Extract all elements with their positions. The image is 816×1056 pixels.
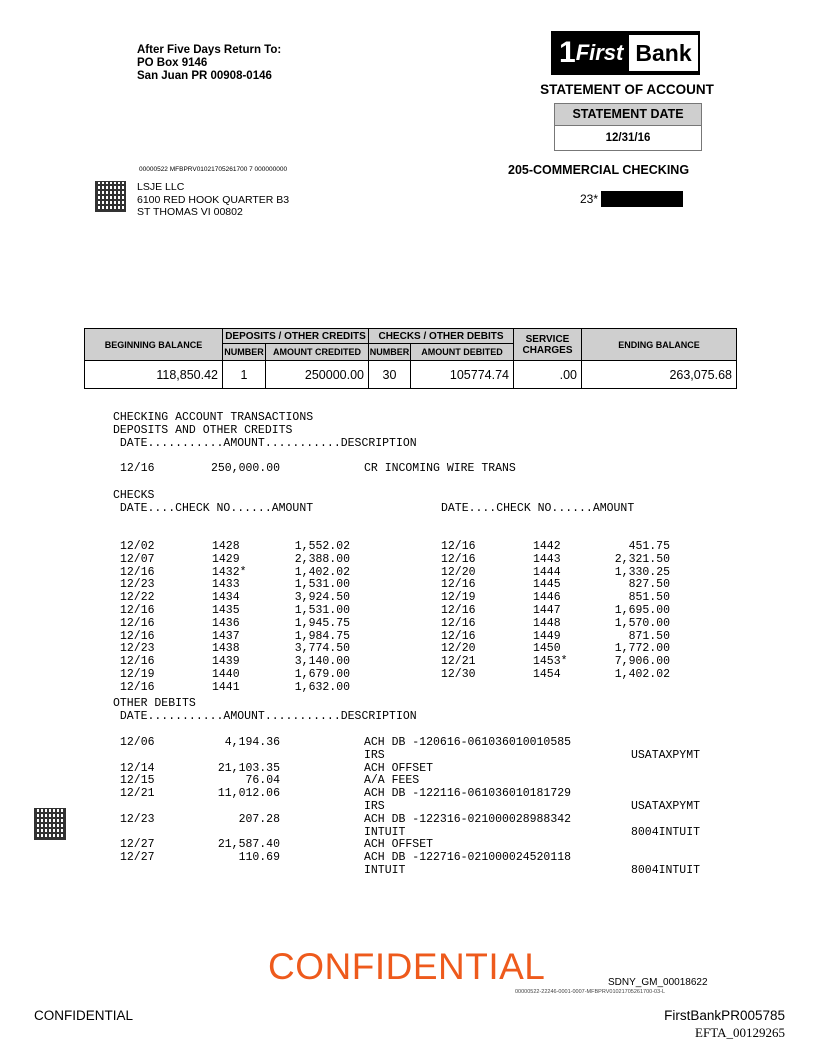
check-number: 1454 (533, 668, 561, 681)
debit-reference: 8004INTUIT (630, 864, 700, 877)
header-ending-balance: ENDING BALANCE (582, 329, 737, 361)
check-amount: 1,632.00 (294, 680, 350, 694)
debit-date: 12/27 (120, 851, 155, 865)
account-number-prefix: 23* (580, 192, 599, 206)
bates-number: SDNY_GM_00018622 (608, 977, 708, 988)
check-date: 12/23 (120, 642, 155, 656)
debit-date: 12/21 (120, 787, 155, 801)
other-debits-title: OTHER DEBITS (113, 697, 196, 710)
statement-date-box (554, 103, 702, 151)
redaction-bar (601, 191, 683, 207)
check-amount: 1,330.25 (614, 565, 670, 579)
check-number: 1448 (533, 616, 561, 630)
debit-amount: 76.04 (245, 774, 280, 788)
check-number: 1428 (212, 540, 240, 553)
debit-reference: USATAXPYMT (630, 800, 700, 813)
check-date: 12/16 (441, 552, 476, 566)
check-number: 1434 (212, 591, 240, 605)
deposits-title: DEPOSITS AND OTHER CREDITS (113, 424, 293, 437)
check-date: 12/20 (441, 565, 476, 579)
check-date: 12/16 (441, 604, 476, 617)
check-amount: 1,570.00 (614, 616, 670, 630)
check-date: 12/16 (120, 629, 155, 643)
debit-description: ACH DB -122316-021000028988342 (364, 812, 572, 826)
deposit-count-value: 1 (223, 361, 266, 389)
check-amount: 2,321.50 (614, 552, 670, 566)
confidential-stamp: CONFIDENTIAL (268, 946, 546, 987)
check-date: 12/16 (441, 616, 476, 630)
return-line: PO Box 9146 (137, 57, 208, 69)
barcode-icon (95, 181, 126, 212)
beginning-balance-value: 118,850.42 (85, 361, 223, 389)
debit-amount: 110.69 (238, 851, 280, 865)
check-date: 12/19 (441, 591, 476, 605)
check-number: 1447 (533, 604, 561, 617)
debit-payee: IRS (364, 748, 385, 762)
debit-amount: 21,103.35 (217, 761, 280, 775)
debit-amount: 21,587.40 (217, 838, 280, 852)
transactions-title: CHECKING ACCOUNT TRANSACTIONS (113, 411, 314, 424)
logo-one: 1 (559, 36, 575, 69)
check-number: 1450 (533, 642, 561, 656)
check-date: 12/02 (120, 540, 155, 553)
account-type: 205-COMMERCIAL CHECKING (508, 163, 690, 177)
check-number: 1438 (212, 642, 240, 656)
checks-header-right: DATE....CHECK NO......AMOUNT (441, 502, 635, 515)
debit-description: ACH OFFSET (364, 838, 434, 852)
customer-line: ST THOMAS VI 00802 (137, 206, 243, 218)
logo-bank: Bank (629, 35, 697, 71)
check-amount: 851.50 (628, 591, 670, 605)
check-date: 12/16 (441, 540, 476, 553)
debit-date: 12/27 (120, 838, 155, 852)
check-number: 1439 (212, 655, 240, 669)
debit-reference: USATAXPYMT (630, 748, 700, 762)
debit-description: ACH DB -122716-021000024520118 (364, 851, 572, 865)
checks-title: CHECKS (113, 489, 155, 502)
check-number: 1435 (212, 604, 240, 617)
footer-bank-id: FirstBankPR005785 (664, 1008, 785, 1023)
check-date: 12/07 (120, 552, 155, 566)
debit-date: 12/15 (120, 774, 155, 788)
header-check-number: NUMBER (369, 344, 411, 361)
statement-date-label: STATEMENT DATE (555, 104, 701, 126)
barcode-icon (34, 808, 66, 840)
bank-logo (551, 31, 700, 75)
debit-description: ACH DB -120616-061036010010585 (364, 736, 572, 749)
check-count-value: 30 (369, 361, 411, 389)
check-date: 12/16 (120, 604, 155, 617)
check-amount: 1,984.75 (294, 629, 350, 643)
debit-description: A/A FEES (364, 774, 420, 788)
check-number: 1449 (533, 629, 561, 643)
check-amount: 3,774.50 (294, 642, 350, 656)
debit-amount: 207.28 (238, 812, 280, 826)
debit-date: 12/23 (120, 812, 155, 826)
debit-amount: 4,194.36 (224, 736, 280, 749)
check-date: 12/16 (120, 655, 155, 669)
ending-balance-value: 263,075.68 (582, 361, 737, 389)
header-amount-debited: AMOUNT DEBITED (411, 344, 514, 361)
check-amount: 1,531.00 (294, 604, 350, 617)
balance-summary-table (84, 328, 737, 389)
customer-address (137, 181, 289, 219)
debit-description: ACH DB -122116-061036010181729 (364, 787, 572, 801)
check-date: 12/20 (441, 642, 476, 656)
deposit-description: CR INCOMING WIRE TRANS (364, 462, 516, 475)
deposit-amount: 250,000.00 (210, 462, 280, 475)
amount-debited-value: 105774.74 (411, 361, 514, 389)
header-checks: CHECKS / OTHER DEBITS (369, 329, 514, 344)
check-amount: 2,388.00 (294, 552, 350, 566)
check-date: 12/16 (120, 680, 155, 694)
header-amount-credited: AMOUNT CREDITED (266, 344, 369, 361)
debit-description: ACH OFFSET (364, 761, 434, 775)
debit-payee: IRS (364, 800, 385, 813)
service-charges-value: .00 (514, 361, 582, 389)
check-date: 12/22 (120, 591, 155, 605)
check-amount: 871.50 (628, 629, 670, 643)
check-number: 1453* (533, 655, 568, 669)
logo-first: First (575, 40, 624, 65)
return-line: San Juan PR 00908-0146 (137, 70, 272, 82)
check-number: 1437 (212, 629, 240, 643)
return-address (137, 44, 281, 83)
check-number: 1444 (533, 565, 561, 579)
debit-date: 12/06 (120, 736, 155, 749)
debit-amount: 11,012.06 (217, 787, 280, 801)
check-amount: 827.50 (628, 578, 670, 592)
check-amount: 1,945.75 (294, 616, 350, 630)
check-amount: 3,140.00 (294, 655, 350, 669)
check-amount: 1,402.02 (614, 668, 670, 681)
footer-confidential: CONFIDENTIAL (34, 1008, 134, 1023)
check-amount: 451.75 (628, 540, 670, 553)
debit-reference: 8004INTUIT (630, 825, 700, 839)
check-date: 12/16 (120, 616, 155, 630)
check-amount: 3,924.50 (294, 591, 350, 605)
debit-payee: INTUIT (364, 825, 406, 839)
check-number: 1429 (212, 552, 240, 566)
check-amount: 1,772.00 (614, 642, 670, 656)
return-line: After Five Days Return To: (137, 44, 282, 56)
check-amount: 1,679.00 (294, 668, 350, 681)
check-number: 1442 (533, 540, 561, 553)
check-number: 1432* (212, 565, 247, 579)
mail-code: 00000522 MFBPRV01021705261700 7 000000000 (139, 166, 288, 173)
check-amount: 1,552.02 (294, 540, 350, 553)
check-number: 1436 (212, 616, 240, 630)
check-number: 1445 (533, 578, 561, 592)
customer-line: 6100 RED HOOK QUARTER B3 (137, 193, 290, 206)
check-date: 12/21 (441, 655, 476, 669)
footer-efta-id: EFTA_00129265 (695, 1025, 785, 1040)
check-amount: 1,531.00 (294, 578, 350, 592)
check-date: 12/23 (120, 578, 155, 592)
statement-date-value: 12/31/16 (605, 132, 651, 144)
check-amount: 7,906.00 (614, 655, 670, 669)
check-date: 12/19 (120, 668, 155, 681)
check-date: 12/30 (441, 668, 476, 681)
check-date: 12/16 (441, 629, 476, 643)
header-deposits: DEPOSITS / OTHER CREDITS (223, 329, 369, 344)
check-number: 1443 (533, 552, 561, 566)
other-debits-header: DATE...........AMOUNT...........DESCRIPTION (113, 710, 417, 723)
header-deposit-number: NUMBER (223, 344, 266, 361)
bates-fine-print: 00000522-22246-0001-0007-MFBPRV01021705261700-03-L (515, 989, 666, 995)
check-date: 12/16 (441, 578, 476, 592)
deposits-header: DATE...........AMOUNT...........DESCRIPTION (113, 437, 417, 450)
debit-payee: INTUIT (364, 864, 406, 877)
header-beginning-balance: BEGINNING BALANCE (85, 329, 223, 361)
check-amount: 1,695.00 (614, 604, 670, 617)
header-service-charges: SERVICE CHARGES (514, 329, 582, 361)
checks-header-left: DATE....CHECK NO......AMOUNT (113, 502, 314, 515)
check-date: 12/16 (120, 565, 155, 579)
check-number: 1433 (212, 578, 240, 592)
statement-title: STATEMENT OF ACCOUNT (540, 82, 714, 97)
check-number: 1446 (533, 591, 561, 605)
debit-date: 12/14 (120, 761, 155, 775)
amount-credited-value: 250000.00 (266, 361, 369, 389)
check-amount: 1,402.02 (294, 565, 350, 579)
check-number: 1440 (212, 668, 240, 681)
deposit-date: 12/16 (120, 462, 155, 475)
check-number: 1441 (212, 680, 240, 694)
customer-line: LSJE LLC (137, 181, 185, 193)
